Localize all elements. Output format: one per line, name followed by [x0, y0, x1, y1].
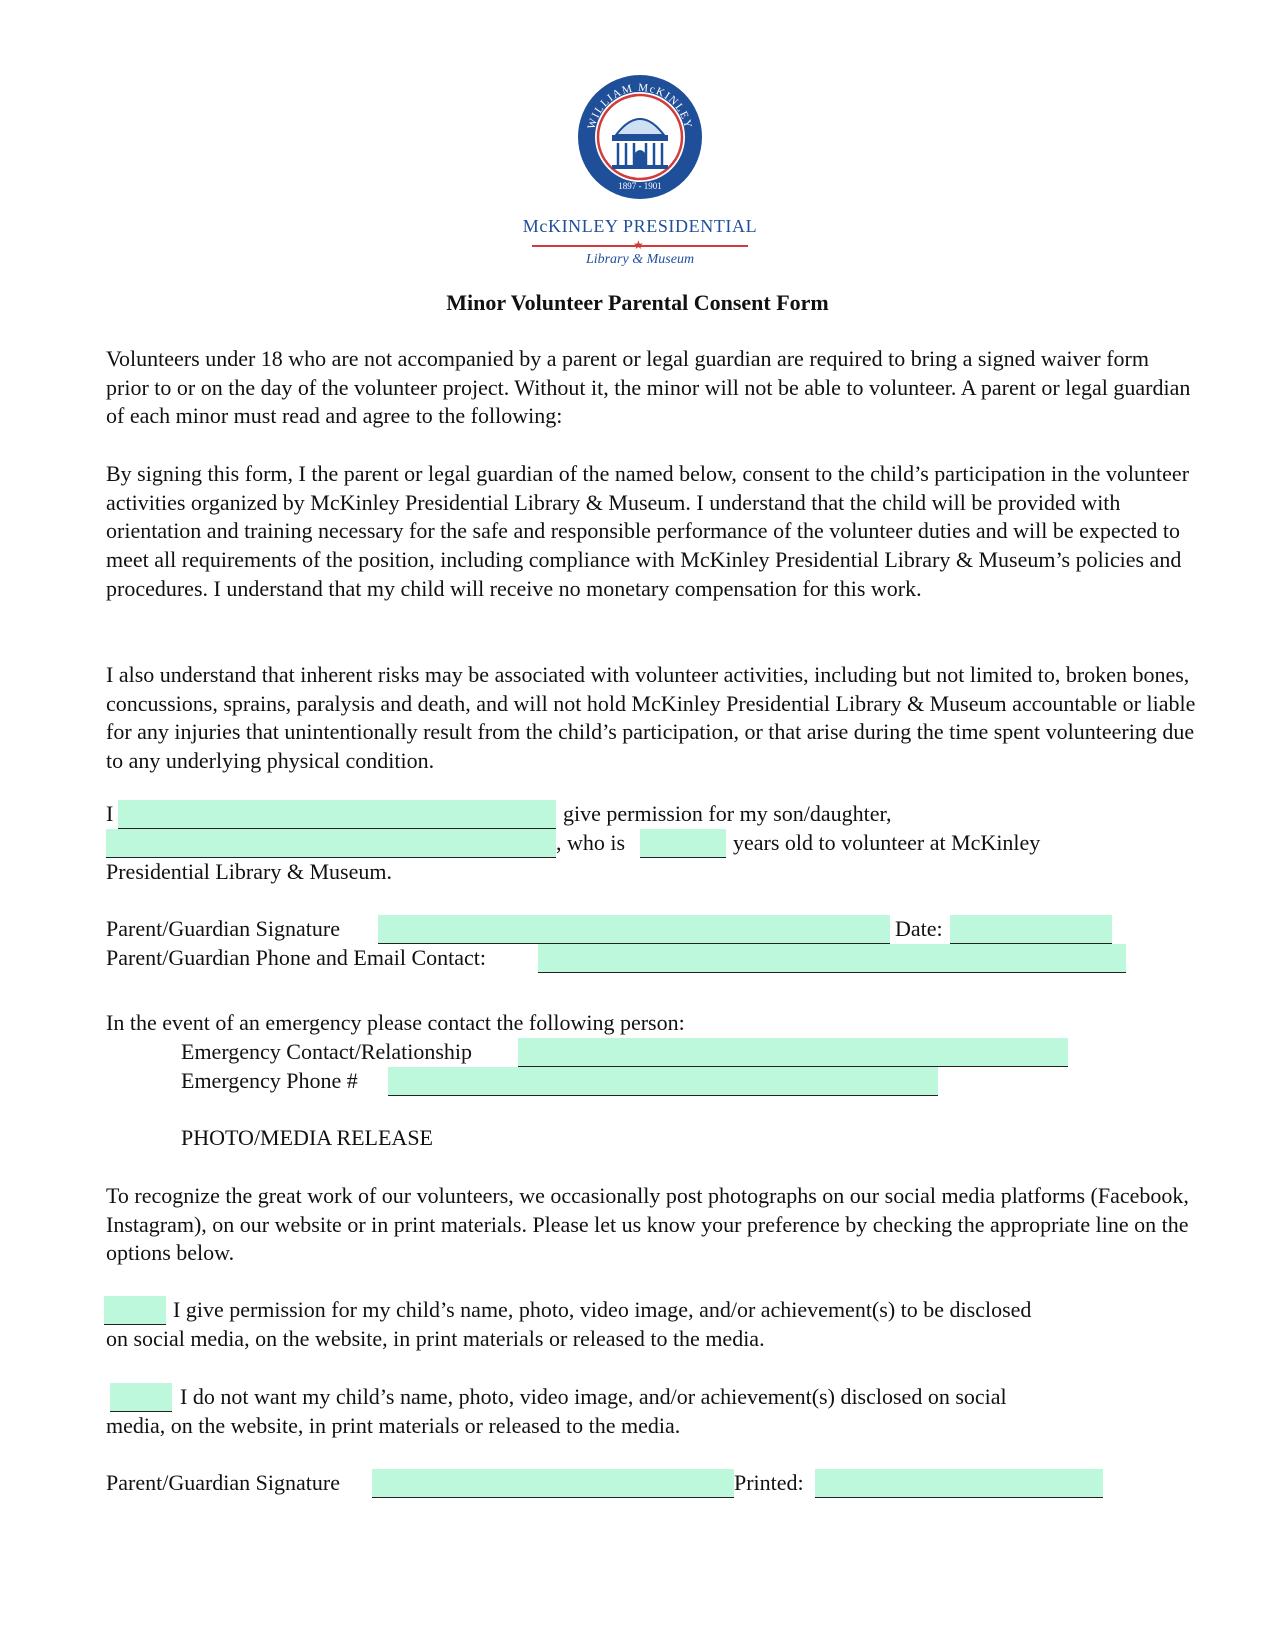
emergency-contact-field[interactable] [518, 1038, 1068, 1067]
logo-name-line: McKINLEY PRESIDENTIAL [522, 216, 758, 236]
perm-years-label: years old to volunteer at McKinley [733, 830, 1041, 855]
media-intro-paragraph: To recognize the great work of our volunteers, we occasionally post photographs on our social media platforms (Facebook, Instagram), on our website or in print materials. Please let us know your preference by checking the appropriate line on the options below. [106, 1183, 1189, 1266]
risks-paragraph: I also understand that inherent risks may be associated with volunteer activities, including but not limited to, broken bones, concussions, sprains, paralysis and death, and will not hold McKinley Presidential Library & Museum accountable or liable for any injuries that unintentionally result from the child’s participation, or that arise during the time spent volunteering due to any underlying physical condition. [106, 662, 1196, 774]
signature-label: Parent/Guardian Signature [106, 916, 340, 941]
emergency-intro: In the event of an emergency please contact the following person: [106, 1010, 685, 1035]
media-no-line1: I do not want my child’s name, photo, video image, and/or achievement(s) disclosed on social [180, 1384, 1007, 1409]
intro-paragraph: Volunteers under 18 who are not accompanied by a parent or legal guardian are required to bring a signed waiver form prior to or on the day of the volunteer project. Without it, the minor will not be able to volunteer. A parent or legal guardian of each minor must read and agree to the following: [106, 346, 1191, 429]
signature2-label: Parent/Guardian Signature [106, 1470, 340, 1495]
svg-text:1897 - 1901: 1897 - 1901 [618, 181, 662, 191]
printed-label: Printed: [734, 1470, 804, 1495]
child-name-field[interactable] [106, 829, 556, 858]
star-icon: ★ [633, 238, 644, 252]
media-yes-line1: I give permission for my child’s name, photo, video image, and/or achievement(s) to be disclosed [173, 1297, 1032, 1322]
contact-label: Parent/Guardian Phone and Email Contact: [106, 945, 487, 970]
signature2-field[interactable] [372, 1469, 734, 1498]
date-field[interactable] [950, 915, 1112, 944]
consent-paragraph: By signing this form, I the parent or legal guardian of the named below, consent to the child’s participation in the volunteer activities organized by McKinley Presidential Library & Museum. I understand that the child will be provided with orientation and training necessary for the safe and responsible performance of the volunteer duties and will be expected to meet all requirements of the position, including compliance with McKinley Presidential Library & Museum’s policies and procedures. I understand that my child will receive no monetary compensation for this work. [106, 461, 1190, 601]
signature-field[interactable] [378, 915, 890, 944]
child-age-field[interactable] [640, 829, 726, 858]
media-yes-line2: on social media, on the website, in print materials or released to the media. [106, 1326, 765, 1351]
emergency-phone-field[interactable] [388, 1067, 938, 1096]
perm-end-label: Presidential Library & Museum. [106, 859, 392, 884]
mckinley-seal-icon [576, 73, 704, 201]
emergency-contact-label: Emergency Contact/Relationship [181, 1039, 473, 1064]
printed-field[interactable] [815, 1469, 1103, 1498]
contact-field[interactable] [538, 944, 1126, 973]
date-label: Date: [895, 916, 943, 941]
perm-i-label: I [106, 801, 114, 826]
perm-give-label: give permission for my son/daughter, [563, 801, 892, 826]
emergency-phone-label: Emergency Phone # [181, 1068, 358, 1093]
logo-sub-line: Library & Museum [585, 252, 695, 267]
media-yes-checkline[interactable] [104, 1296, 166, 1325]
media-heading: PHOTO/MEDIA RELEASE [181, 1125, 433, 1150]
perm-who-label: , who is [556, 830, 626, 855]
svg-text:WILLIAM McKINLEY: WILLIAM McKINLEY [585, 81, 695, 131]
museum-logo [520, 73, 760, 283]
parent-name-field[interactable] [118, 800, 556, 829]
form-title: Minor Volunteer Parental Consent Form [446, 290, 829, 315]
media-no-line2: media, on the website, in print materials or released to the media. [106, 1413, 681, 1438]
media-no-checkline[interactable] [110, 1383, 172, 1412]
